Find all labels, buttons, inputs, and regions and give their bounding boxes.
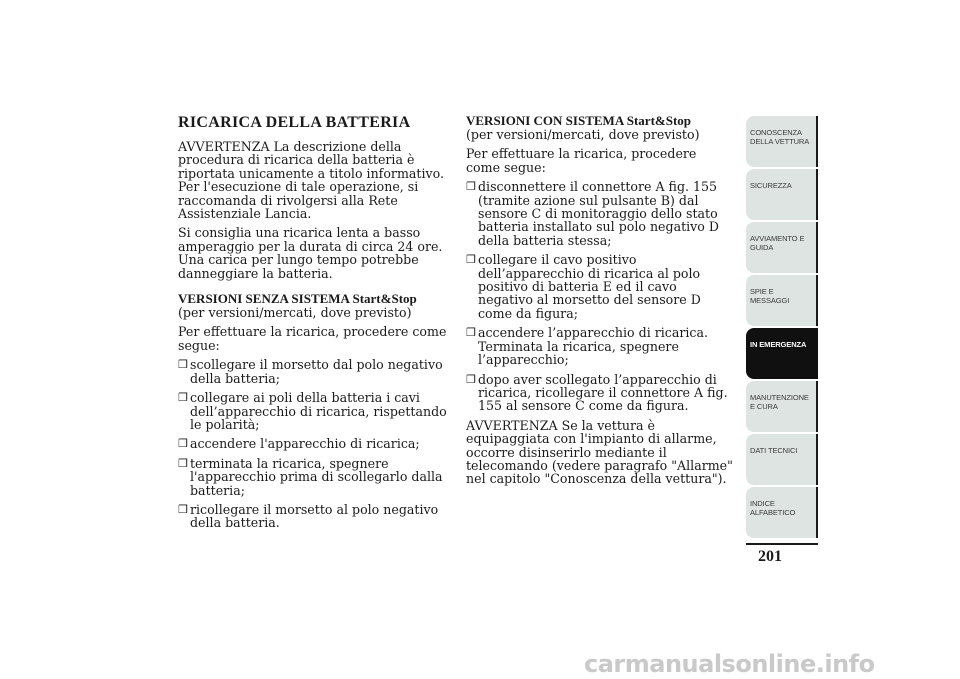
steps-list [466, 180, 734, 413]
list-item: ❒ accendere l'apparecchio di ricarica; [178, 436, 420, 452]
left-column [178, 114, 448, 536]
advice-text: Si consiglia una ricarica lenta a basso amperaggio per la durata di circa 24 ore. Una carica per lungo tempo potrebbe danneggiare la batteria. [178, 225, 443, 281]
section-title-startstop: VERSIONI CON SISTEMA Start&Stop [466, 113, 692, 128]
intro-text: Per effettuare la ricarica, procedere come segue: [178, 324, 447, 353]
list-item: ❒ terminata la ricarica, spegnere l'apparecchio prima di scollegarlo dalla batteria; [178, 455, 443, 498]
checkbox-bullet-icon: ❒ [178, 502, 188, 516]
intro-text: Per effettuare la ricarica, procedere come segue: [466, 146, 697, 175]
tab-avviamento[interactable]: AVVIAMENTO E GUIDA [746, 222, 818, 273]
page-title: RICARICA DELLA BATTERIA [178, 114, 411, 131]
section-title-no-startstop: VERSIONI SENZA SISTEMA Start&Stop [178, 291, 417, 307]
list-item: ❒ dopo aver scollegato l’apparecchio di ricarica, ricollegare il connettore A fig. 155 al sensore C come da figura. [466, 371, 728, 414]
checkbox-bullet-icon: ❒ [178, 391, 188, 405]
page-number: 201 [758, 548, 782, 565]
checkbox-bullet-icon: ❒ [178, 358, 188, 372]
list-item: ❒ disconnettere il connettore A fig. 155 (tramite azione sul pulsante B) dal sensore C di monitoraggio dello stato batteria installato sul polo negativo D della batteria stessa; [466, 179, 719, 248]
tab-emergenza[interactable]: IN EMERGENZA [746, 328, 818, 379]
checkbox-bullet-icon: ❒ [466, 372, 476, 386]
steps-list [178, 358, 448, 529]
checkbox-bullet-icon: ❒ [466, 326, 476, 340]
right-column [466, 114, 734, 492]
list-item: ❒ accendere l’apparecchio di ricarica. Terminata la ricarica, spegnere l’apparecchio; [466, 325, 708, 368]
watermark: carmanualsonline.info [584, 650, 875, 678]
tab-manutenzione[interactable]: MANUTENZIONE E CURA [746, 381, 818, 432]
chapter-tabs [746, 116, 818, 540]
section-subtitle: (per versioni/mercati, dove previsto) [466, 127, 700, 142]
tab-indice[interactable]: INDICE ALFABETICO [746, 487, 818, 538]
checkbox-bullet-icon: ❒ [178, 456, 188, 470]
page-rule [746, 543, 818, 545]
alarm-warning-text: AVVERTENZA Se la vettura è equipaggiata con l'impianto di allarme, occorre disinserirlo mediante il telecomando (vedere paragrafo "Allarme" nel capitolo "Conoscenza della vettura"). [466, 417, 733, 487]
list-item: ❒ collegare il cavo positivo dell’apparecchio di ricarica al polo positivo di batteria E ed il cavo negativo al morsetto del sensore D come da figura; [466, 252, 701, 321]
list-item: ❒ ricollegare il morsetto al polo negativo della batteria. [178, 501, 439, 531]
tab-conoscenza[interactable]: CONOSCENZA DELLA VETTURA [746, 116, 818, 167]
tab-spie[interactable]: SPIE E MESSAGGI [746, 275, 818, 326]
tab-sicurezza[interactable]: SICUREZZA [746, 169, 818, 220]
checkbox-bullet-icon: ❒ [466, 180, 476, 194]
warning-text: AVVERTENZA La descrizione della procedura di ricarica della batteria è riportata unicamente a titolo informativo. Per l'esecuzione di tale operazione, si raccomanda di rivolgersi alla Rete Assistenziale Lancia. [178, 139, 444, 222]
list-item: ❒ scollegare il morsetto dal polo negativo della batteria; [178, 357, 443, 386]
checkbox-bullet-icon: ❒ [466, 253, 476, 267]
checkbox-bullet-icon: ❒ [178, 437, 188, 451]
section-subtitle: (per versioni/mercati, dove previsto) [178, 305, 412, 321]
tab-dati-tecnici[interactable]: DATI TECNICI [746, 434, 818, 485]
list-item: ❒ collegare ai poli della batteria i cavi dell’apparecchio di ricarica, rispettando le polarità; [178, 390, 447, 432]
